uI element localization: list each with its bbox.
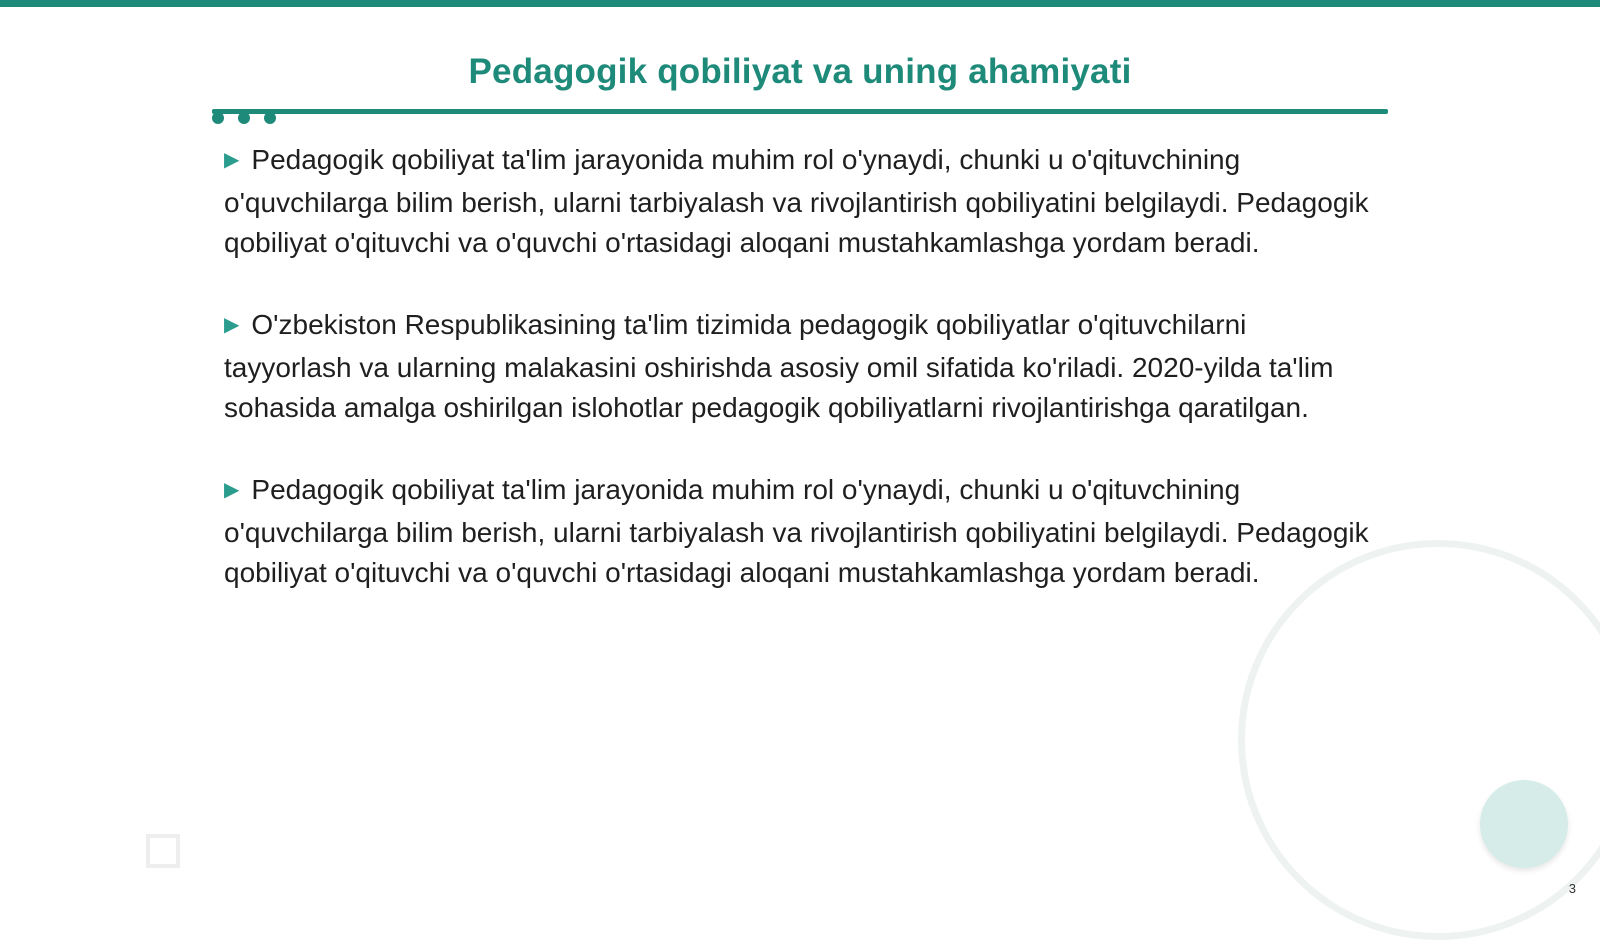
triangle-bullet-icon: ▶ xyxy=(224,479,240,501)
triangle-bullet-icon: ▶ xyxy=(224,149,240,171)
decor-circle xyxy=(1480,780,1568,868)
title-dots-decoration xyxy=(212,112,276,124)
bullet-paragraph-1 xyxy=(224,140,1374,263)
decor-dot-2 xyxy=(238,112,250,124)
decor-dot-3 xyxy=(264,112,276,124)
slide-body xyxy=(224,140,1374,635)
page-number: 3 xyxy=(1568,881,1576,896)
bullet-text: O'zbekiston Respublikasining ta'lim tizimida pedagogik qobiliyatlar o'qituvchilarni tayyorlash va ularning malakasini oshirishda asosiy omil sifatida ko'riladi. 2020-yilda ta'lim sohasida amalga oshirilgan islohotlar pedagogik qobiliyatlarni rivojlantirishga qaratilgan. xyxy=(224,309,1334,423)
decor-square xyxy=(146,834,180,868)
slide-title: Pedagogik qobiliyat va uning ahamiyati xyxy=(468,52,1132,91)
decor-dot-1 xyxy=(212,112,224,124)
bullet-paragraph-3 xyxy=(224,470,1374,593)
bullet-text: Pedagogik qobiliyat ta'lim jarayonida muhim rol o'ynaydi, chunki u o'qituvchining o'quvchilarga bilim berish, ularni tarbiyalash va rivojlantirish qobiliyatini belgilaydi. Pedagogik qobiliyat o'qituvchi va o'quvchi o'rtasidagi aloqani mustahkamlashga yordam beradi. xyxy=(224,144,1369,258)
title-underline xyxy=(212,109,1388,114)
bullet-paragraph-2 xyxy=(224,305,1374,428)
triangle-bullet-icon: ▶ xyxy=(224,314,240,336)
top-accent-bar xyxy=(0,0,1600,7)
bullet-text: Pedagogik qobiliyat ta'lim jarayonida muhim rol o'ynaydi, chunki u o'qituvchining o'quvchilarga bilim berish, ularni tarbiyalash va rivojlantirish qobiliyatini belgilaydi. Pedagogik qobiliyat o'qituvchi va o'quvchi o'rtasidagi aloqani mustahkamlashga yordam beradi. xyxy=(224,474,1369,588)
